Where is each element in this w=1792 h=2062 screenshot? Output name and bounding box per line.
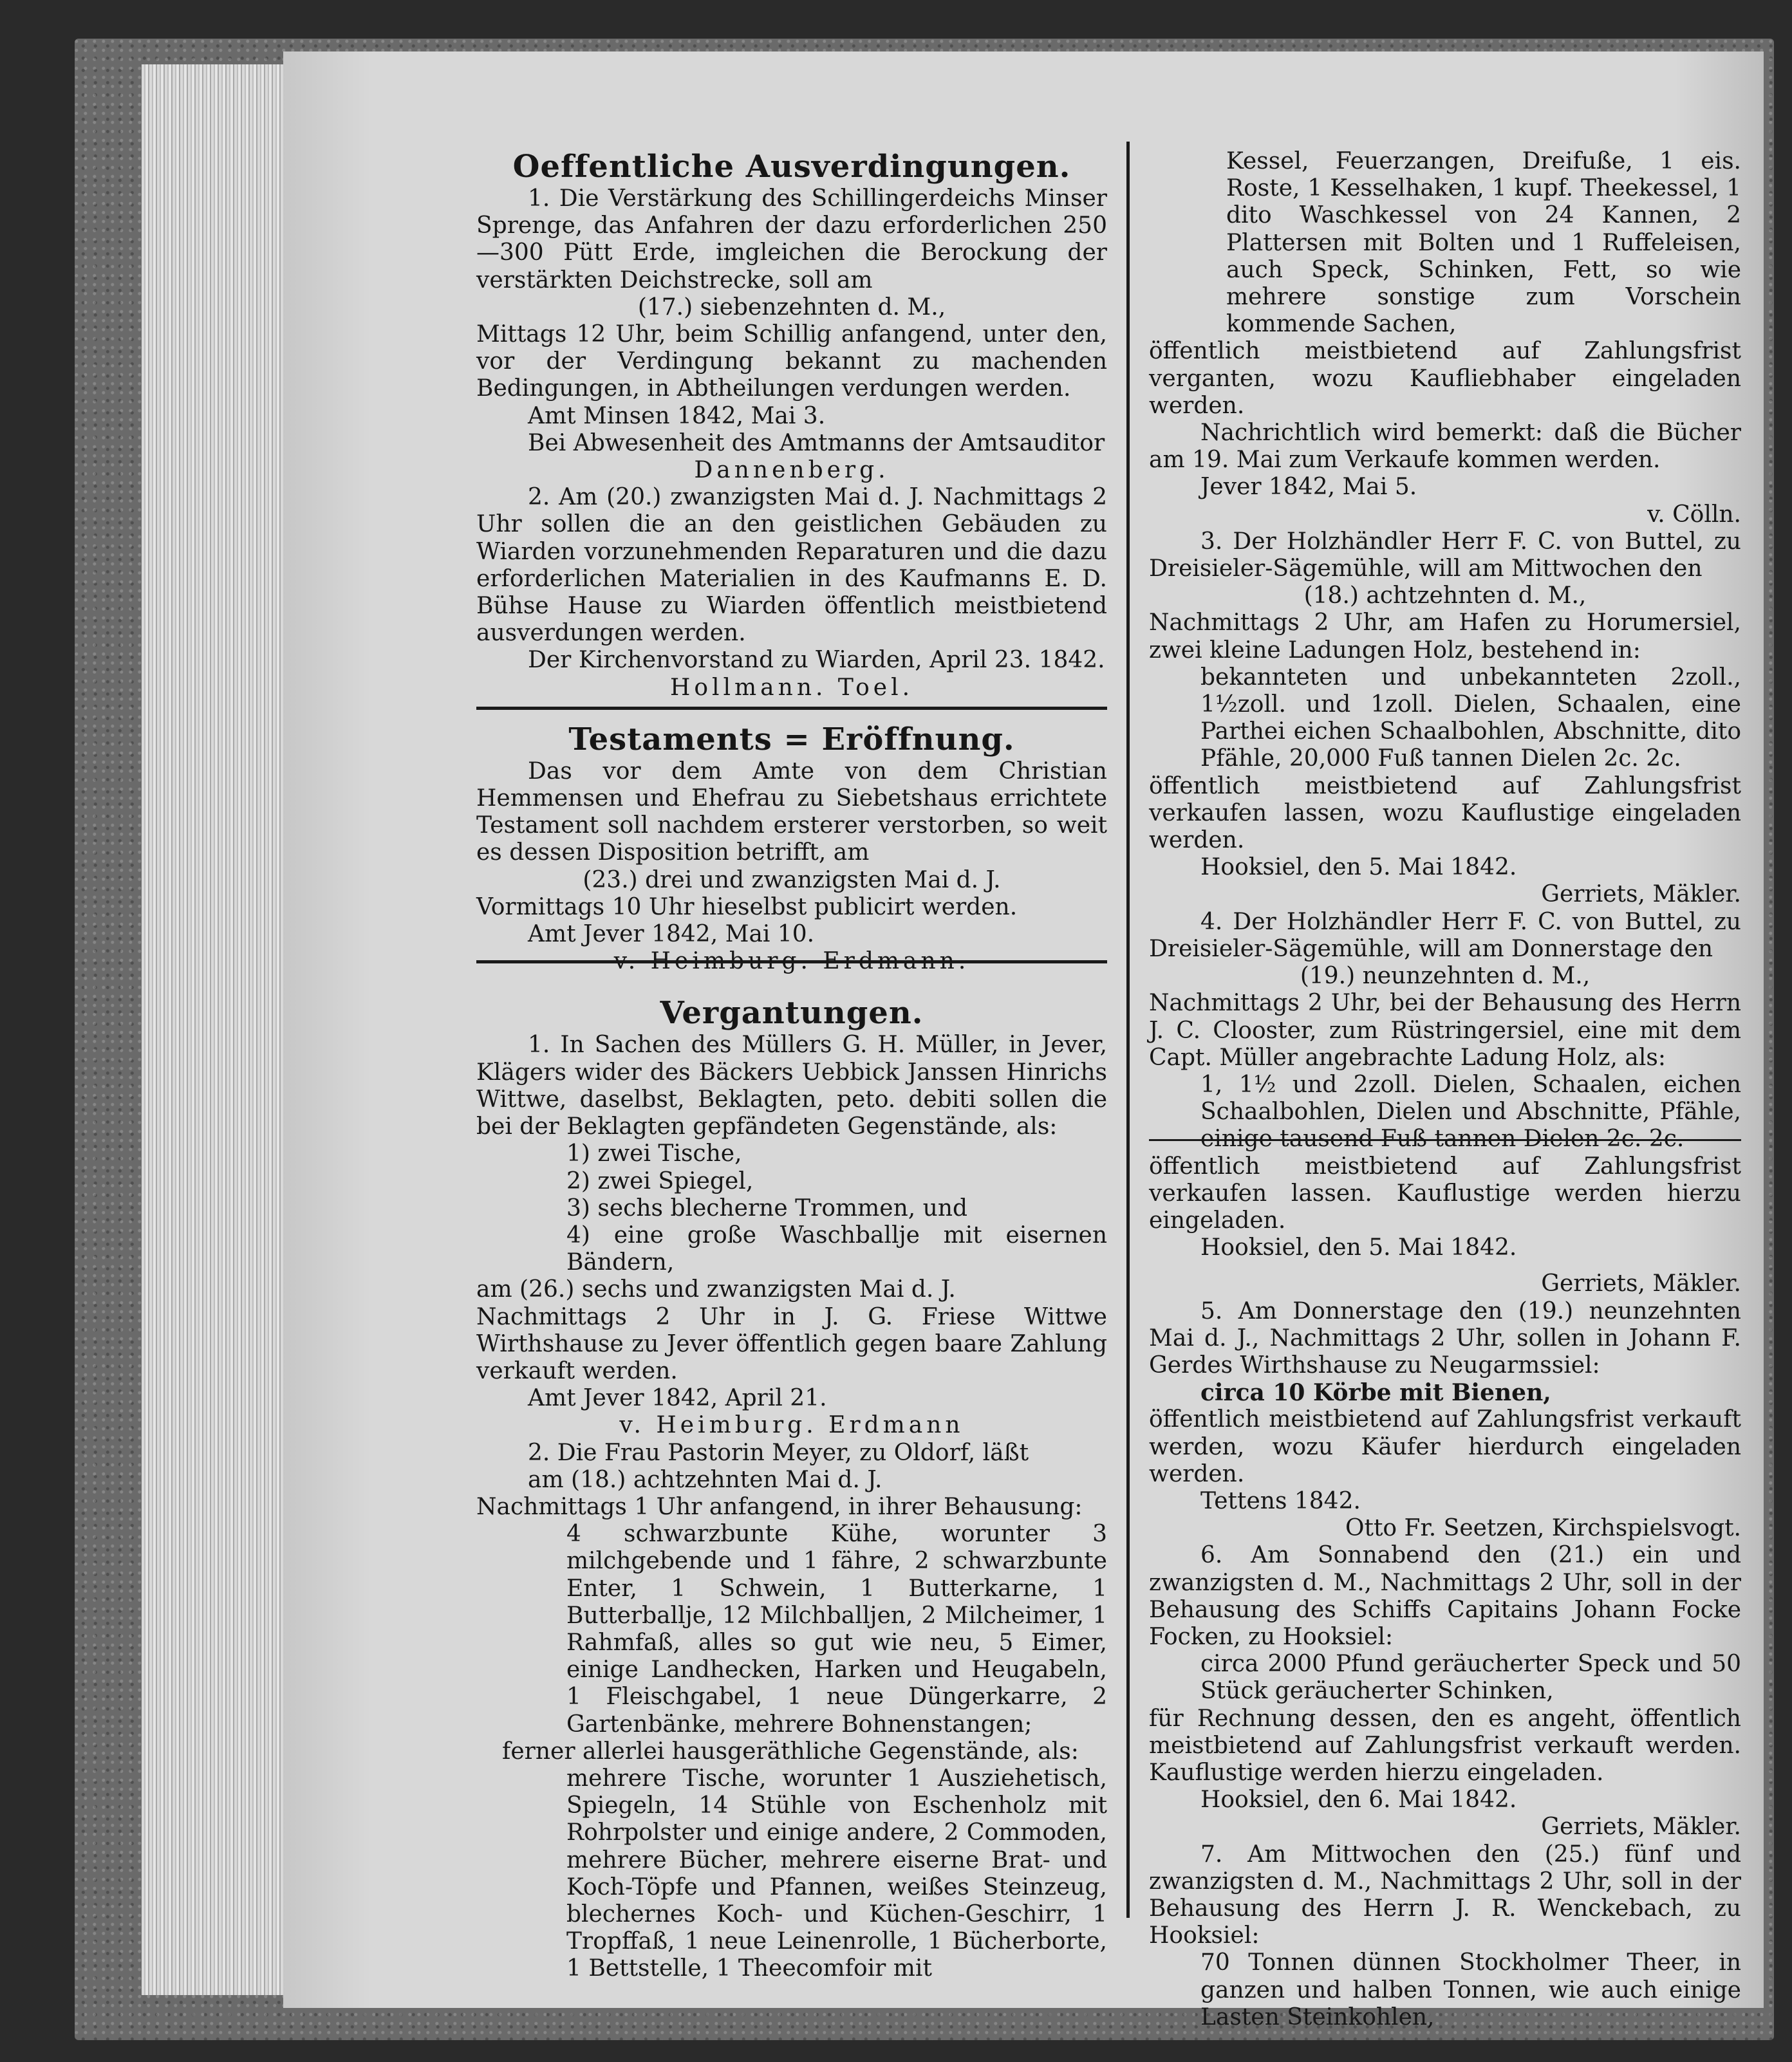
continued-note: Nachrichtlich wird bemerkt: daß die Bücher am 19. Mai zum Verkaufe kommen werden. [1149,420,1741,474]
vergantung-7-text: 7. Am Mittwochen den (25.) fünf und zwanzigsten d. M., Nachmittags 2 Uhr, soll in der Behausung des Herrn J. R. Wenckebach, zu Hooksiel: [1149,1841,1741,1949]
vergantung-4-text: 4. Der Holzhändler Herr F. C. von Buttel, zu Dreisieler-Sägemühle, will am Donnerstage den [1149,908,1741,962]
vergantung-1-list-item: 2) zwei Spiegel, [566,1167,754,1194]
vergantung-1-list-item: 1) zwei Tische, [566,1140,742,1167]
vergantung-5-place: Tettens 1842. [1200,1487,1361,1514]
vergantung-4-sig: Gerriets, Mäkler. [1541,1270,1741,1297]
vergantung-5-sig: Otto Fr. Seetzen, Kirchspielsvogt. [1345,1515,1741,1542]
heading-testament: Testaments = Eröffnung. [568,721,1015,757]
continued-place: Jever 1842, Mai 5. [1200,474,1417,501]
heading-ausverdingungen: Oeffentliche Ausverdingungen. [512,149,1071,185]
vergantung-3-goods: bekannteten und unbekannteten 2zoll., 1½zoll. und 1zoll. Dielen, Schaalen, eine Parthei eichen Schaalbohlen, Abschnitte, dito Pfähle, 20,000 Fuß tannen Dielen 2c. 2c. [1200,664,1741,772]
ausverdingung-1-cont: Mittags 12 Uhr, beim Schillig anfangend, unter den, vor der Verdingung bekannt zu machenden Bedingungen, in Abtheilungen verdungen werden. [476,321,1107,402]
vergantung-4-place: Hooksiel, den 5. Mai 1842. [1200,1234,1517,1261]
vergantung-3-place: Hooksiel, den 5. Mai 1842. [1200,854,1517,881]
ausverdingung-2-place: Der Kirchenvorstand zu Wiarden, April 23. 1842. [528,647,1105,674]
vergantung-4-goods: 1, 1½ und 2zoll. Dielen, Schaalen, eichen Schaalbohlen, Dielen und Abschnitte, Pfähle, einige tausend Fuß tannen Dielen 2c. 2c. [1200,1071,1741,1153]
vergantung-3-cont: Nachmittags 2 Uhr, am Hafen zu Horumersiel, zwei kleine Ladungen Holz, bestehend in: [1149,609,1741,664]
vergantung-6-end: für Rechnung dessen, den es angeht, öffentlich meistbietend auf Zahlungsfrist verkauft werden. Kauflustige werden hierzu eingeladen. [1149,1705,1741,1786]
vergantung-2-ferner: ferner allerlei hausgeräthliche Gegenstände, als: [502,1738,1079,1765]
vergantung-2-text: 2. Die Frau Pastorin Meyer, zu Oldorf, läßt [528,1439,1029,1466]
vergantung-1-place: Amt Jever 1842, April 21. [528,1385,827,1412]
ausverdingung-1-sig2: Dannenberg. [694,457,890,484]
ausverdingung-1-sig1: Bei Abwesenheit des Amtmanns der Amtsauditor [528,429,1105,456]
right-column [1149,148,1741,2031]
vergantung-4-date: (19.) neunzehnten d. M., [1300,963,1591,990]
ausverdingung-2-sig: Hollmann. Toel. [669,674,914,701]
testament-sig: v. Heimburg. Erdmann. [613,948,970,975]
vergantung-4-cont: Nachmittags 2 Uhr, bei der Behausung des Herrn J. C. Clooster, zum Rüstringersiel, eine mit dem Capt. Müller angebrachte Ladung Holz, als: [1149,990,1741,1071]
vergantung-4-end: öffentlich meistbietend auf Zahlungsfrist verkaufen lassen. Kauflustige werden hierzu eingeladen. [1149,1153,1741,1234]
vergantung-1-sig: v. Heimburg. Erdmann [619,1412,964,1439]
continued-text: öffentlich meistbietend auf Zahlungsfrist verganten, wozu Kaufliebhaber eingeladen werden. [1149,338,1741,419]
vergantung-1-list-item: 4) eine große Waschballje mit eisernen Bändern, [566,1221,1107,1276]
vergantung-7-goods: 70 Tonnen dünnen Stockholmer Theer, in ganzen und halben Tonnen, wie auch einige Lasten Steinkohlen, [1200,1949,1741,2030]
vergantung-5-end: öffentlich meistbietend auf Zahlungsfrist verkauft werden, wozu Käufer hierdurch eingeladen werden. [1149,1406,1741,1487]
vergantung-2-cont: Nachmittags 1 Uhr anfangend, in ihrer Behausung: [476,1493,1083,1520]
vergantung-3-end: öffentlich meistbietend auf Zahlungsfrist verkaufen lassen, wozu Kauflustige eingeladen werden. [1149,772,1741,854]
ausverdingung-1-place: Amt Minsen 1842, Mai 3. [528,402,826,429]
testament-cont: Vormittags 10 Uhr hieselbst publicirt werden. [476,893,1018,920]
page-edges [142,64,290,1995]
vergantung-2-goods2: mehrere Tische, worunter 1 Ausziehetisch, Spiegeln, 14 Stühle von Eschenholz mit Rohrpolster und einige andere, 2 Commoden, mehrere Bücher, mehrere eiserne Brat- und Koch-Töpfe und Pfannen, weißes Steinzeug, blechernes Koch- und Küchen-Geschirr, 1 Tropffaß, 1 neue Leinenrolle, 1 Bücherborte, 1 Bettstelle, 1 Theecomfoir mit [566,1765,1107,1982]
vergantung-3-sig: Gerriets, Mäkler. [1541,881,1741,908]
vergantung-3-text: 3. Der Holzhändler Herr F. C. von Buttel, zu Dreisieler-Sägemühle, will am Mittwochen den [1149,528,1741,582]
vergantung-6-sig: Gerriets, Mäkler. [1541,1814,1741,1841]
vergantung-2-goods: 4 schwarzbunte Kühe, worunter 3 milchgebende und 1 fähre, 2 schwarzbunte Enter, 1 Schwein, 1 Butterkarne, 1 Butterballje, 12 Milchballjen, 2 Milcheimer, 1 Rahmfaß, alles so gut wie neu, 5 Eimer, einige Landhecken, Harken und Heugabeln, 1 Fleischgabel, 1 neue Düngerkarre, 2 Gartenbänke, mehrere Bohnenstangen; [566,1521,1107,1738]
continued-sig: v. Cölln. [1647,501,1741,528]
testament-text: Das vor dem Amte von dem Christian Hemmensen und Ehefrau zu Siebetshaus errichtete Testament soll nachdem ersterer verstorben, so weit es dessen Disposition betrifft, am [476,757,1107,866]
vergantung-1-cont: Nachmittags 2 Uhr in J. G. Friese Wittwe Wirthshause zu Jever öffentlich gegen baare Zahlung verkauft werden. [476,1303,1107,1384]
vergantung-6-text: 6. Am Sonnabend den (21.) ein und zwanzigsten d. M., Nachmittags 2 Uhr, soll in der Behausung des Schiffs Capitains Johann Focke Focken, zu Hooksiel: [1149,1542,1741,1650]
vergantung-6-goods: circa 2000 Pfund geräucherter Speck und 50 Stück geräucherter Schinken, [1200,1651,1741,1705]
testament-date: (23.) drei und zwanzigsten Mai d. J. [583,866,1001,893]
vergantung-1-text: 1. In Sachen des Müllers G. H. Müller, in Jever, Klägers wider des Bäckers Uebbick Janssen Hinrichs Wittwe, daselbst, Beklagten, peto. debiti sollen die bei der Beklagten gepfändeten Gegenstände, als: [476,1032,1107,1140]
left-column [476,148,1107,1983]
ausverdingung-1-text: 1. Die Verstärkung des Schillingerdeichs Minser Sprenge, das Anfahren der dazu erforderlichen 250—300 Pütt Erde, imgleichen die Berockung der verstärkten Deichstrecke, soll am [476,185,1107,293]
vergantung-6-place: Hooksiel, den 6. Mai 1842. [1200,1787,1517,1814]
ausverdingung-2-text: 2. Am (20.) zwanzigsten Mai d. J. Nachmittags 2 Uhr sollen die an den geistlichen Gebäuden zu Wiarden vorzunehmenden Reparaturen und die dazu erforderlichen Materialien in des Kaufmanns E. D. Bühse Hause zu Wiarden öffentlich meistbietend ausverdungen werden. [476,484,1107,647]
heading-vergantungen: Vergantungen. [660,995,924,1032]
newspaper-page [283,51,1764,2030]
vergantung-1-date: am (26.) sechs und zwanzigsten Mai d. J. [476,1276,956,1303]
ausverdingung-1-date: (17.) siebenzehnten d. M., [637,293,946,320]
vergantung-2-date: am (18.) achtzehnten Mai d. J. [528,1466,882,1493]
vergantung-5-text: 5. Am Donnerstage den (19.) neunzehnten Mai d. J., Nachmittags 2 Uhr, sollen in Johann F. Gerdes Wirthshause zu Neugarmssiel: [1149,1297,1741,1379]
vergantung-1-list-item: 3) sechs blecherne Trommen, und [566,1194,968,1221]
continued-goods: Kessel, Feuerzangen, Dreifuße, 1 eis. Roste, 1 Kesselhaken, 1 kupf. Theekessel, 1 dito Waschkessel von 24 Kannen, 2 Plattersen mit Bolten und 1 Ruffeleisen, auch Speck, Schinken, Fett, so wie mehrere sonstige zum Vorschein kommende Sachen, [1226,148,1741,338]
vergantung-5-goods: circa 10 Körbe mit Bienen, [1200,1379,1551,1407]
testament-place: Amt Jever 1842, Mai 10. [528,921,815,948]
vergantung-3-date: (18.) achtzehnten d. M., [1303,582,1587,609]
column-divider [1126,142,1130,1918]
